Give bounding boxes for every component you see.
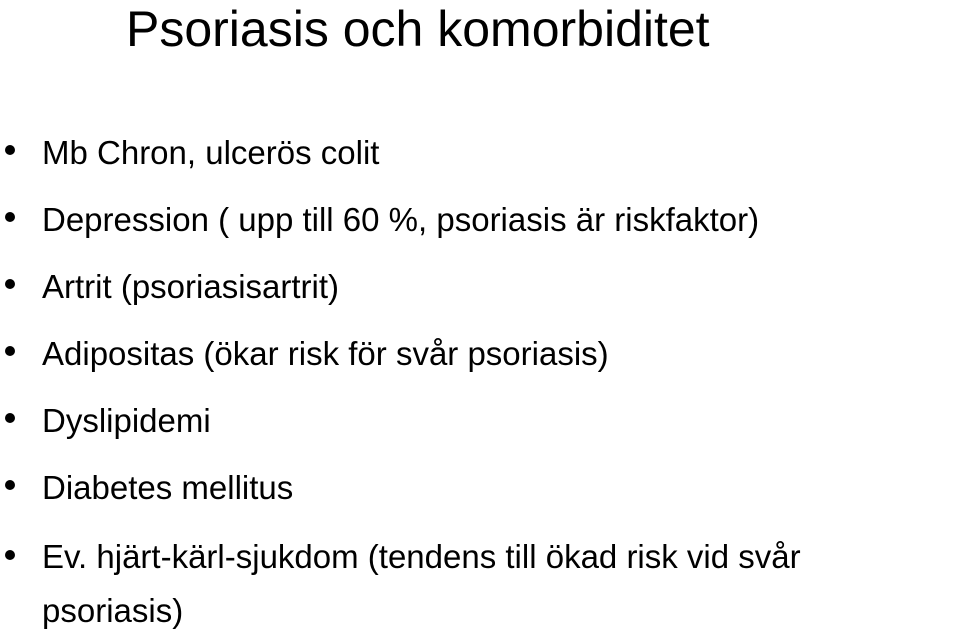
bullet-item — [0, 195, 960, 262]
bullet-text: Diabetes mellitus — [42, 469, 294, 506]
bullet-icon — [5, 279, 15, 289]
bullet-icon — [5, 550, 15, 560]
bullet-item — [0, 530, 942, 638]
bullet-text: Dyslipidemi — [42, 402, 211, 439]
bullet-icon — [5, 145, 15, 155]
bullet-text: Mb Chron, ulcerös colit — [42, 134, 380, 171]
bullet-text: Adipositas (ökar risk för svår psoriasis) — [42, 335, 609, 372]
bullet-text: Depression ( upp till 60 %, psoriasis är riskfaktor) — [42, 201, 760, 238]
bullet-icon — [5, 413, 15, 423]
bullet-icon — [5, 212, 15, 222]
bullet-text: Ev. hjärt-kärl-sjukdom (tendens till ökad risk vid svår psoriasis) — [42, 538, 801, 629]
bullet-icon — [5, 346, 15, 356]
bullet-item — [0, 396, 960, 463]
slide-title: Psoriasis och komorbiditet — [126, 1, 710, 57]
bullet-icon — [5, 480, 15, 490]
bullet-item — [0, 463, 960, 530]
bullet-item — [0, 128, 960, 195]
bullet-list — [0, 128, 960, 638]
bullet-item — [0, 329, 960, 396]
bullet-item — [0, 262, 960, 329]
bullet-text: Artrit (psoriasisartrit) — [42, 268, 340, 305]
